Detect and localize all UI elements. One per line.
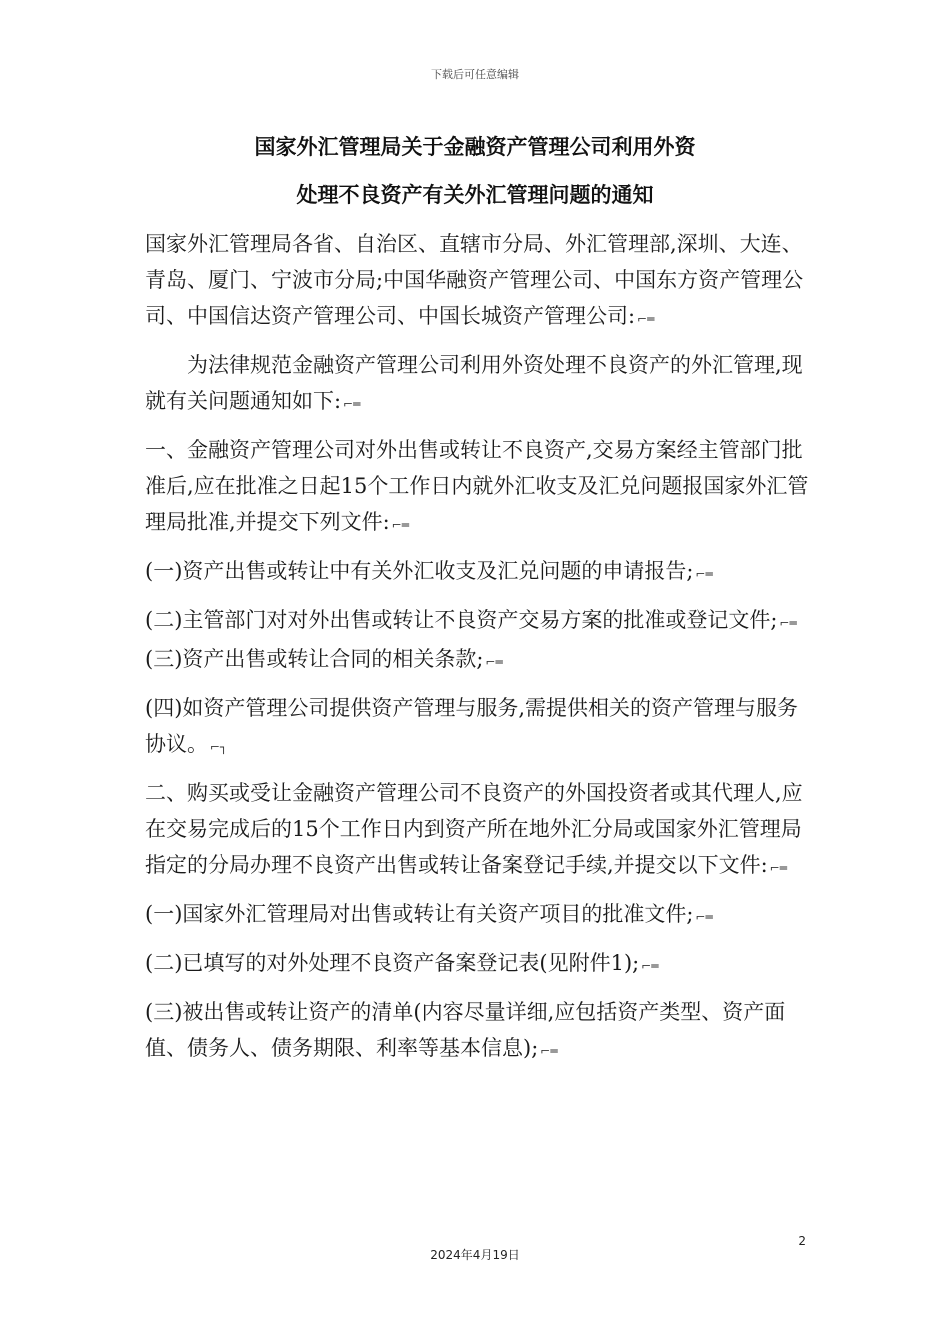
document-title-line-1: 国家外汇管理局关于金融资产管理公司利用外资 — [254, 135, 696, 159]
page-number: 2 — [798, 1234, 806, 1248]
paragraph-text: (一)国家外汇管理局对出售或转让有关资产项目的批准文件; — [145, 902, 694, 926]
paragraph-text: (四)如资产管理公司提供资产管理与服务,需提供相关的资产管理与服务协议。 — [145, 696, 799, 756]
paragraph-mark: ⌐═ — [769, 861, 788, 875]
paragraph-item-1-1 — [145, 553, 810, 592]
paragraph-section-1 — [145, 432, 810, 543]
document-title-line-2: 处理不良资产有关外汇管理问题的通知 — [296, 183, 654, 207]
paragraph-mark: ⌐═ — [540, 1044, 558, 1058]
paragraph-item-2-3 — [145, 994, 810, 1069]
paragraph-mark: ⌐═ — [637, 312, 655, 326]
paragraph-text: (一)资产出售或转让中有关外汇收支及汇兑问题的申请报告; — [145, 559, 694, 583]
paragraph-text: 二、购买或受让金融资产管理公司不良资产的外国投资者或其代理人,应在交易完成后的15个工作日内到资产所在地外汇分局或国家外汇管理局指定的分局办理不良资产出售或转让备案登记手续,并提交以下文件: — [145, 781, 803, 877]
paragraph-text: 国家外汇管理局各省、自治区、直辖市分局、外汇管理部,深圳、大连、青岛、厦门、宁波市分局;中国华融资产管理公司、中国东方资产管理公司、中国信达资产管理公司、中国长城资产管理公司: — [145, 232, 804, 328]
paragraph-mark: ⌐═ — [391, 518, 410, 532]
paragraph-addressees — [145, 226, 810, 337]
paragraph-mark: ⌐═ — [343, 397, 361, 411]
paragraph-item-1-2 — [145, 602, 810, 680]
paragraph-item-1-4 — [145, 690, 810, 765]
paragraph-section-2 — [145, 775, 810, 886]
footer-date: 2024年4月19日 — [430, 1248, 520, 1262]
document-body — [145, 226, 810, 1079]
paragraph-text: 为法律规范金融资产管理公司利用外资处理不良资产的外汇管理,现就有关问题通知如下: — [145, 353, 803, 413]
paragraph-text: (三)被出售或转让资产的清单(内容尽量详细,应包括资产类型、资产面值、债务人、债务期限、利率等基本信息); — [145, 1000, 786, 1060]
paragraph-item-2-1 — [145, 896, 810, 935]
paragraph-text: (三)资产出售或转让合同的相关条款; — [145, 647, 484, 671]
paragraph-mark: ⌐═ — [695, 567, 713, 581]
paragraph-item-2-2 — [145, 945, 810, 984]
paragraph-text: (二)已填写的对外处理不良资产备案登记表(见附件1); — [145, 951, 640, 975]
header-note: 下载后可任意编辑 — [431, 68, 519, 81]
paragraph-mark: ⌐═ — [779, 616, 797, 630]
paragraph-end-mark: ⌐┐ — [210, 740, 228, 754]
paragraph-mark: ⌐═ — [641, 959, 659, 973]
paragraph-mark: ⌐═ — [485, 655, 503, 669]
paragraph-mark: ⌐═ — [695, 910, 713, 924]
paragraph-intro — [145, 347, 810, 422]
paragraph-text: (二)主管部门对对外出售或转让不良资产交易方案的批准或登记文件; — [145, 608, 778, 632]
paragraph-text: 一、金融资产管理公司对外出售或转让不良资产,交易方案经主管部门批准后,应在批准之日起15个工作日内就外汇收支及汇兑问题报国家外汇管理局批准,并提交下列文件: — [145, 438, 809, 534]
